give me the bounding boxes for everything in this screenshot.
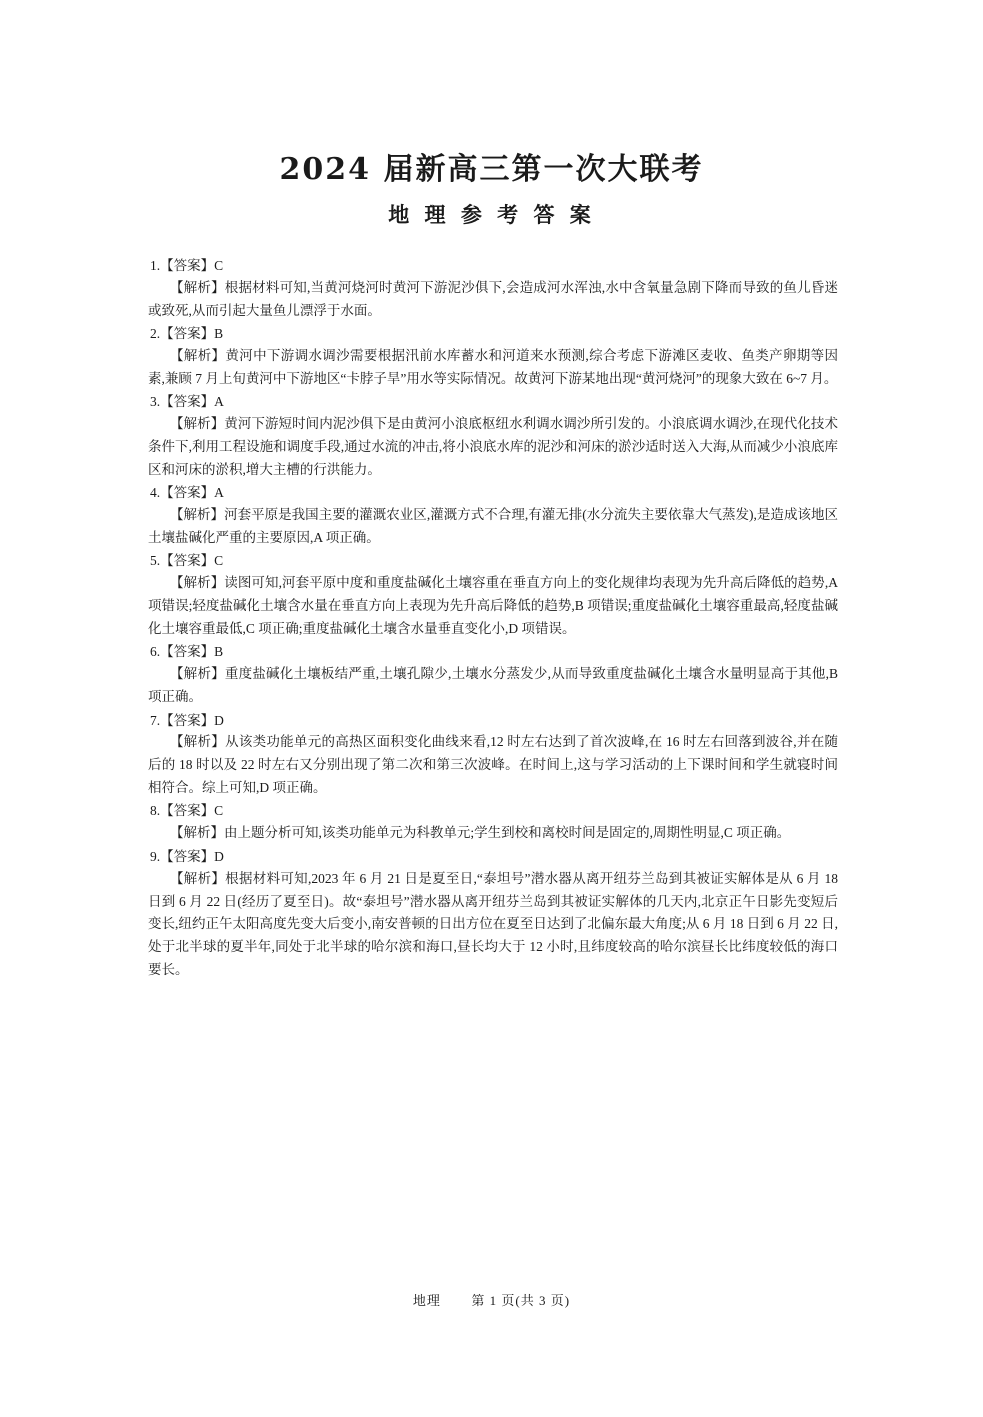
answers-list <box>148 255 838 981</box>
answer-item <box>148 323 838 390</box>
explanation-text: 【解析】黄河中下游调水调沙需要根据汛前水库蓄水和河道来水预测,综合考虑下游滩区麦收、鱼类产卵期等因素,兼顾 7 月上旬黄河中下游地区“卡脖子旱”用水等实际情况。故黄河下游某地出现“黄河烧河”的现象大致在 6~7 月。 <box>148 348 838 386</box>
explanation-text: 【解析】黄河下游短时间内泥沙俱下是由黄河小浪底枢纽水利调水调沙所引发的。小浪底调水调沙,在现代化技术条件下,利用工程设施和调度手段,通过水流的冲击,将小浪底水库的泥沙和河床的淤沙适时送入大海,从而减少小浪底库区和河床的淤积,增大主槽的行洪能力。 <box>148 416 838 477</box>
answer-item <box>148 846 838 981</box>
explanation-text: 【解析】根据材料可知,当黄河烧河时黄河下游泥沙俱下,会造成河水浑浊,水中含氧量急剧下降而导致的鱼儿昏迷或致死,从而引起大量鱼儿漂浮于水面。 <box>148 279 838 318</box>
answer-label: 8.【答案】C <box>150 803 224 819</box>
answer-item <box>148 255 838 322</box>
footer-page-number: 第 1 页(共 3 页) <box>471 1293 571 1308</box>
title-block <box>0 150 983 229</box>
answer-item <box>148 710 838 800</box>
answer-label: 4.【答案】A <box>150 485 224 501</box>
document-page <box>0 150 983 1417</box>
answer-label: 2.【答案】B <box>150 326 224 342</box>
page-title: 2024 届新高三第一次大联考 <box>279 152 704 187</box>
answer-item <box>148 391 838 481</box>
explanation-text: 【解析】根据材料可知,2023 年 6 月 21 日是夏至日,“泰坦号”潜水器从离开纽芬兰岛到其被证实解体是从 6 月 18 日到 6 月 22 日(经历了夏至日)。故“泰坦号”潜水器从离开纽芬兰岛到其被证实解体的几天内,北京正午日影先变短后变长,纽约正午太阳高度先变大后变小,南安普顿的日出方位在夏至日达到了北偏东最大角度;从 6 月 18 日到 6 月 22 日,处于北半球的夏半年,同处于北半球的哈尔滨和海口,昼长均大于 12 小时,且纬度较高的哈尔滨昼长比纬度较低的海口要长。 <box>148 870 838 977</box>
answer-label: 1.【答案】C <box>150 258 224 273</box>
answer-item <box>148 550 838 640</box>
answer-label: 3.【答案】A <box>150 394 224 410</box>
explanation-text: 【解析】由上题分析可知,该类功能单元为科教单元;学生到校和离校时间是固定的,周期性明显,C 项正确。 <box>170 825 791 841</box>
answer-item <box>148 641 838 708</box>
page-subtitle: 地 理 参 考 答 案 <box>388 202 595 227</box>
explanation-text: 【解析】读图可知,河套平原中度和重度盐碱化土壤容重在垂直方向上的变化规律均表现为先升高后降低的趋势,A 项错误;轻度盐碱化土壤含水量在垂直方向上表现为先升高后降低的趋势,B 项错误;重度盐碱化土壤容重最高,轻度盐碱化土壤容重最低,C 项正确;重度盐碱化土壤含水量垂直变化小,D 项错误。 <box>148 575 838 636</box>
answer-label: 7.【答案】D <box>150 712 224 728</box>
answer-item <box>148 482 838 549</box>
answer-item <box>148 800 838 845</box>
footer-subject: 地理 <box>412 1293 441 1308</box>
explanation-text: 【解析】河套平原是我国主要的灌溉农业区,灌溉方式不合理,有灌无排(水分流失主要依靠大气蒸发),是造成该地区土壤盐碱化严重的主要原因,A 项正确。 <box>148 507 838 545</box>
page-footer <box>0 1290 983 1309</box>
answer-label: 9.【答案】D <box>150 848 224 864</box>
answer-label: 5.【答案】C <box>150 553 224 569</box>
explanation-text: 【解析】重度盐碱化土壤板结严重,土壤孔隙少,土壤水分蒸发少,从而导致重度盐碱化土壤含水量明显高于其他,B 项正确。 <box>148 666 838 704</box>
answer-label: 6.【答案】B <box>150 644 224 660</box>
explanation-text: 【解析】从该类功能单元的高热区面积变化曲线来看,12 时左右达到了首次波峰,在 16 时左右回落到波谷,并在随后的 18 时以及 22 时左右又分别出现了第二次和第三次波峰。在时间上,这与学习活动的上下课时间和学生就寝时间相符合。综上可知,D 项正确。 <box>148 734 838 795</box>
